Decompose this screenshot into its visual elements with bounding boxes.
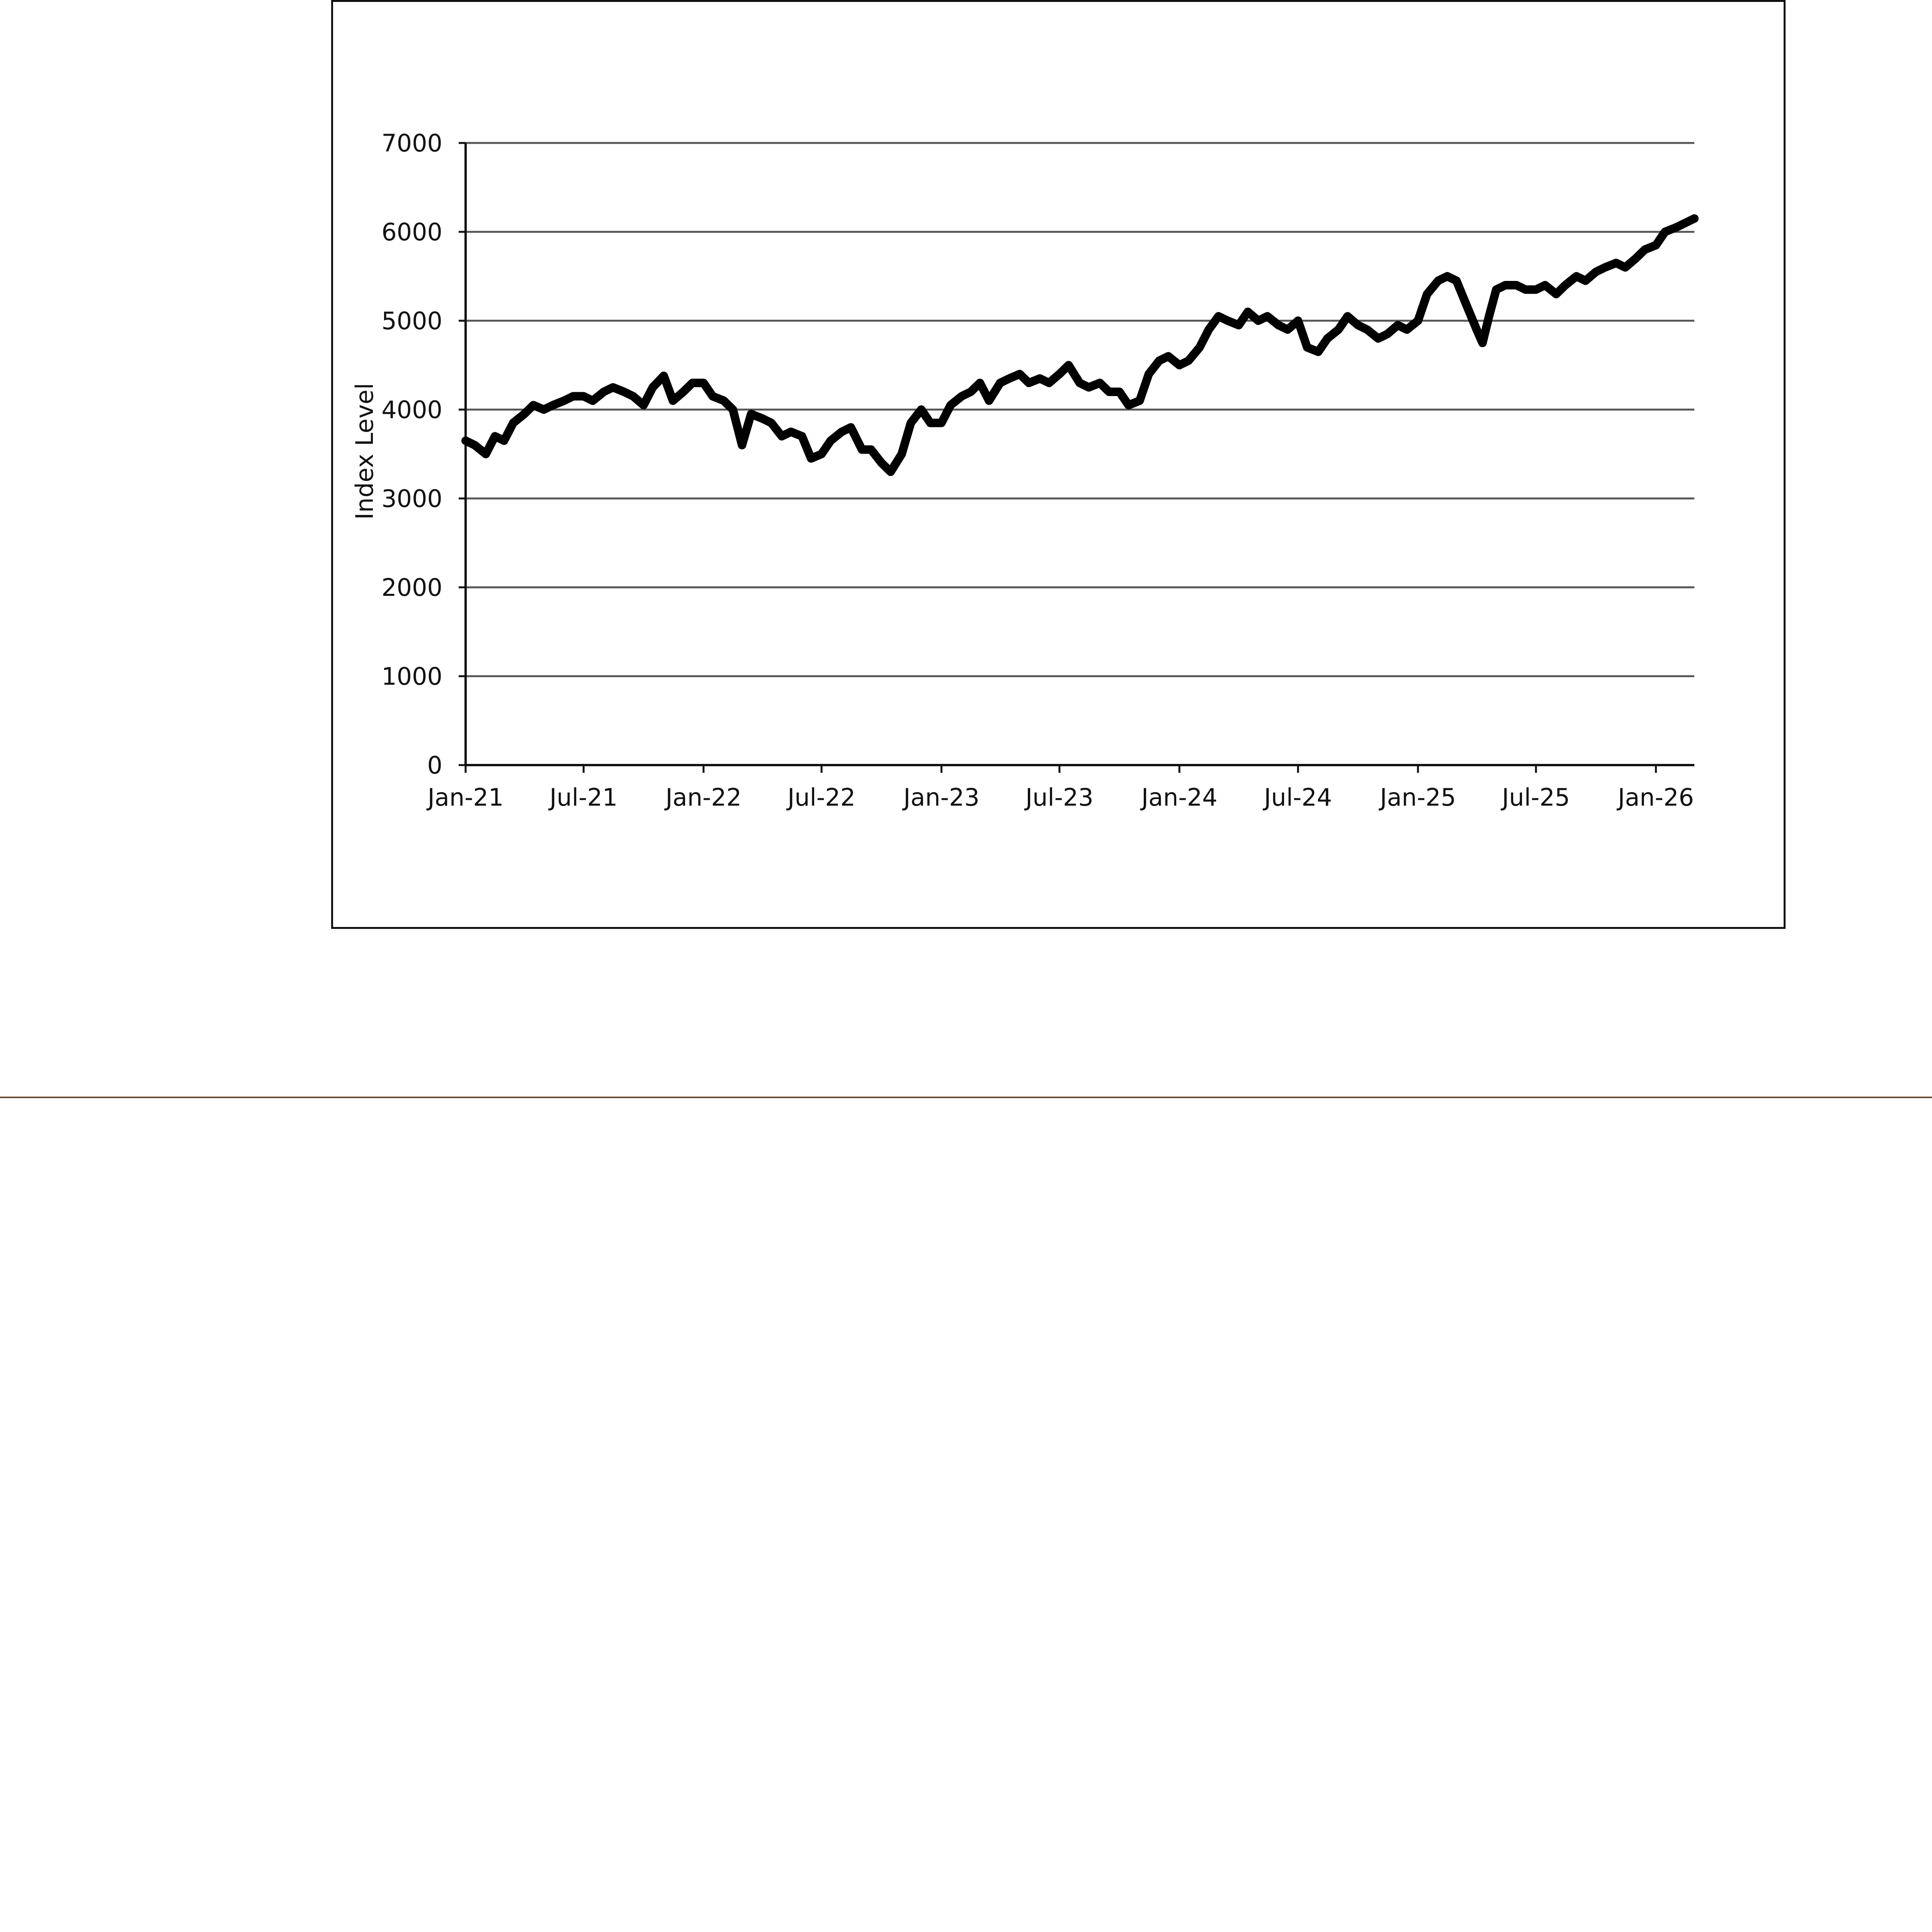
y-tick-label: 6000: [381, 218, 442, 246]
y-tick-label: 1000: [381, 662, 442, 690]
x-tick-label: Jan-26: [1618, 783, 1694, 811]
x-tick-label: Jan-23: [903, 783, 980, 811]
y-tick-label: 7000: [381, 129, 442, 157]
x-tick-label: Jan-24: [1141, 783, 1218, 811]
y-ticks: [381, 129, 466, 779]
x-ticks: [426, 765, 1694, 811]
chart-axes: [464, 143, 1694, 765]
y-tick-label: 4000: [381, 396, 442, 424]
series-group: [466, 219, 1694, 472]
grid-lines: [466, 143, 1694, 676]
y-tick-label: 0: [427, 751, 442, 779]
series-line: [466, 219, 1694, 472]
x-tick-label: Jul-22: [787, 783, 856, 811]
section-divider: [0, 1097, 1932, 1098]
line-chart: [0, 0, 1932, 929]
y-tick-label: 5000: [381, 307, 442, 335]
x-tick-label: Jan-22: [665, 783, 742, 811]
x-tick-label: Jan-25: [1380, 783, 1456, 811]
x-tick-label: Jul-21: [549, 783, 618, 811]
y-tick-label: 2000: [381, 573, 442, 602]
x-tick-label: Jan-21: [427, 783, 504, 811]
x-tick-label: Jul-23: [1025, 783, 1094, 811]
y-axis-title: Index Level: [350, 383, 379, 520]
x-tick-label: Jul-24: [1264, 783, 1332, 811]
x-tick-label: Jul-25: [1502, 783, 1570, 811]
y-tick-label: 3000: [381, 485, 442, 513]
